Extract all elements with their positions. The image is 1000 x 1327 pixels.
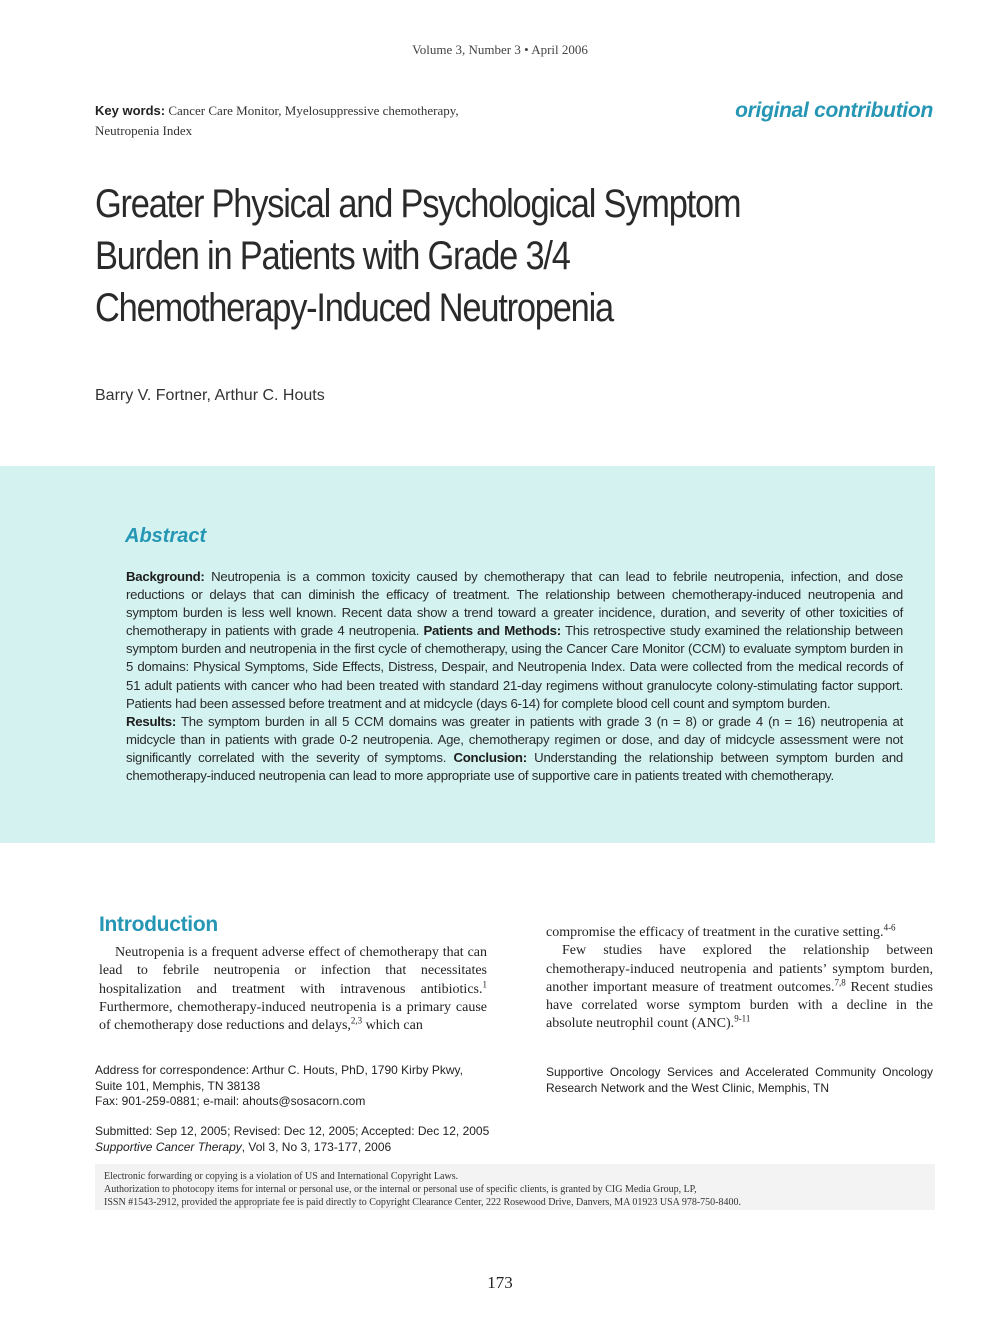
title-line-3: Chemotherapy-Induced Neutropenia <box>95 286 613 330</box>
title-line-1: Greater Physical and Psychological Symptom <box>95 182 741 226</box>
correspondence-line-1: Address for correspondence: Arthur C. Houts, PhD, 1790 Kirby Pkwy, <box>95 1063 463 1077</box>
introduction-right-column <box>546 924 933 1034</box>
citation-line <box>95 1140 595 1156</box>
reference-4-6: 4-6 <box>883 922 896 933</box>
reference-1: 1 <box>482 978 487 989</box>
results-text: The symptom burden in all 5 CCM domains was greater in patients with grade 3 (n = 8) or grade 4 (n = 16) neutropenia at midcycle than in patients with grade 0-2 neutropenia. Age, chemotherapy regimen or dose, and day of midcycle assessment were not significantly correlated with the severity of symptoms. <box>126 713 903 765</box>
conclusion-label: Conclusion: <box>453 749 527 765</box>
methods-text: This retrospective study examined the relationship between symptom burden and neutropenia in the first cycle of chemotherapy, using the Cancer Care Monitor (CCM) to evaluate symptom burden in 5 domains: Physical Symptoms, Side Effects, Distress, Despair, and Neutropenia Index. Data were collected from the medical records of 51 adult patients with cancer who had been treated with standard 21-day regimens without granulocyte colony-stimulating factor support. Patients had been assessed before treatment and at midcycle (days 6-14) for complete blood cell count and symptom burden. <box>126 623 903 711</box>
copyright-line-3: ISSN #1543-2912, provided the appropriate fee is paid directly to Copyright Clearance Center, 222 Rosewood Drive, Danvers, MA 01923 USA 978-750-8400. <box>104 1196 741 1208</box>
citation-journal: Supportive Cancer Therapy <box>95 1139 242 1154</box>
background-label: Background: <box>126 569 205 584</box>
intro-left-text-3: which can <box>362 1018 423 1034</box>
copyright-line-1: Electronic forwarding or copying is a violation of US and International Copyright Laws. <box>104 1171 459 1182</box>
background-text: Neutropenia is a common toxicity caused by chemotherapy that can lead to febrile neutropenia, infection, and dose reductions or delays that can diminish the efficacy of treatment. The relationship between chemotherapy-induced neutropenia and symptom burden is less well known. Recent data show a trend toward a greater incidence, duration, and severity of other toxicities of chemotherapy in patients with grade 4 neutropenia. <box>126 569 903 639</box>
dates-line: Submitted: Sep 12, 2005; Revised: Dec 12, 2005; Accepted: Dec 12, 2005 <box>95 1124 490 1138</box>
affiliation: Supportive Oncology Services and Accelerated Community Oncology Research Network and the West Clinic, Memphis, TN <box>546 1065 933 1095</box>
section-tag: original contribution <box>735 99 933 122</box>
reference-9-11: 9-11 <box>734 1013 751 1024</box>
submission-dates <box>95 1124 595 1155</box>
conclusion-text: Understanding the relationship between symptom burden and chemotherapy-induced neutropenia can lead to more appropriate use of supportive care in patients treated with chemotherapy. <box>126 749 904 784</box>
correspondence-address <box>95 1063 515 1110</box>
reference-7-8: 7,8 <box>834 977 846 988</box>
copyright-notice <box>104 1171 934 1209</box>
introduction-left-column <box>99 944 487 1035</box>
keywords <box>95 101 495 141</box>
keywords-line-2: Neutropenia Index <box>95 123 193 138</box>
intro-left-text-2: Furthermore, chemotherapy-induced neutropenia is a primary cause of chemotherapy dose reductions and delays, <box>99 999 487 1034</box>
keywords-label: Key words: <box>95 103 166 118</box>
title-line-2: Burden in Patients with Grade 3/4 <box>95 234 570 278</box>
copyright-line-2: Authorization to photocopy items for internal or personal use, or the internal or personal use of specific clients, is granted by CIG Media Group, LP, <box>104 1183 697 1195</box>
authors: Barry V. Fortner, Arthur C. Houts <box>95 387 325 404</box>
intro-right-text-3: Recent studies have correlated worse symptom burden with a decline in the absolute neutrophil count (ANC). <box>546 979 933 1032</box>
abstract-body <box>126 568 903 785</box>
article-title <box>95 178 783 334</box>
correspondence-line-3: Fax: 901-259-0881; e-mail: ahouts@sosacorn.com <box>95 1094 366 1108</box>
introduction-heading: Introduction <box>99 913 218 936</box>
methods-label: Patients and Methods: <box>423 623 561 639</box>
abstract-heading: Abstract <box>125 525 207 547</box>
intro-right-text-2: Few studies have explored the relationship between chemotherapy-induced neutropenia and patients’ symptom burden, another important measure of treatment outcomes. <box>546 943 933 995</box>
page-number: 173 <box>487 1273 513 1292</box>
correspondence-line-2: Suite 101, Memphis, TN 38138 <box>95 1078 261 1093</box>
keywords-line-1: Cancer Care Monitor, Myelosuppressive chemotherapy, <box>168 103 459 118</box>
citation-details: , Vol 3, No 3, 173-177, 2006 <box>241 1139 392 1154</box>
intro-left-text-1: Neutropenia is a frequent adverse effect of chemotherapy that can lead to febrile neutropenia or infection that necessitates hospitalization and treatment with intravenous antibiotics. <box>99 945 487 997</box>
intro-right-text-1: compromise the efficacy of treatment in the curative setting. <box>546 925 884 940</box>
reference-2-3: 2,3 <box>350 1015 363 1026</box>
issue-info: Volume 3, Number 3 • April 2006 <box>412 42 588 57</box>
results-label: Results: <box>126 713 177 729</box>
